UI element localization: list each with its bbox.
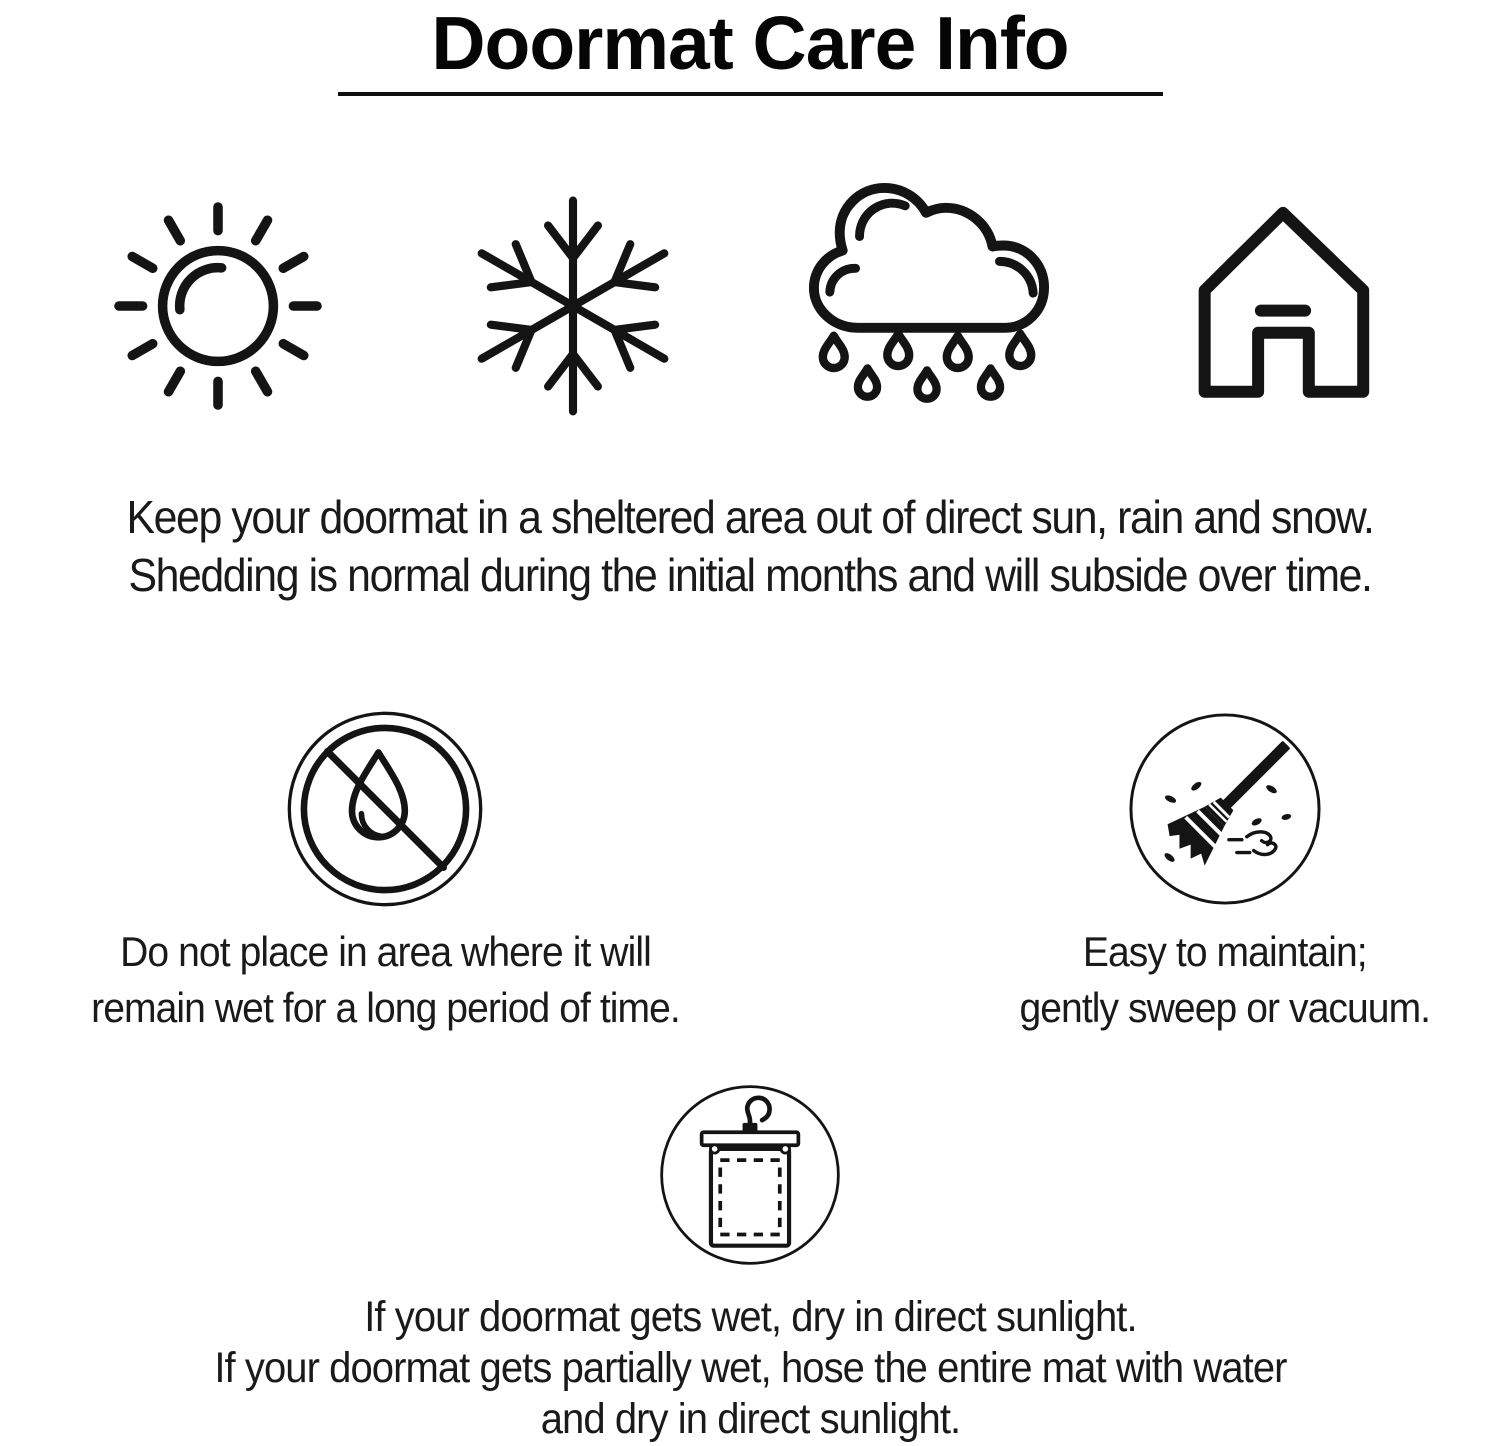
intro-line-2: Shedding is normal during the initial months and will subside over time. (128, 549, 1372, 601)
care-tips-row (0, 710, 1500, 1036)
weather-icons-row (0, 166, 1500, 446)
care-tip-no-water (35, 710, 735, 1036)
intro-line-1: Keep your doormat in a sheltered area out of direct sun, rain and snow. (126, 491, 1374, 543)
drying-caption-line: If your doormat gets wet, dry in direct sunlight. (363, 1293, 1137, 1341)
no-water-icon (286, 710, 484, 908)
snowflake-icon (458, 191, 688, 421)
rain-cloud-icon (804, 177, 1052, 435)
weather-icon-cell (800, 177, 1055, 435)
sun-icon (109, 197, 327, 415)
care-caption-line: Easy to maintain; (1083, 928, 1367, 975)
broom-sweep-icon (1126, 710, 1324, 908)
care-caption-line: Do not place in area where it will (119, 928, 651, 975)
page-title: Doormat Care Info (431, 1, 1069, 85)
title-underline (338, 92, 1163, 96)
care-tip-sweep (960, 710, 1490, 1036)
care-caption-sweep (1004, 924, 1446, 1036)
drying-caption-line: If your doormat gets partially wet, hose the entire mat with water (213, 1344, 1287, 1392)
care-caption-line: remain wet for a long period of time. (90, 984, 680, 1031)
weather-icon-cell (90, 197, 345, 415)
drying-caption-line: and dry in direct sunlight. (540, 1395, 960, 1443)
house-icon (1177, 200, 1389, 412)
hanging-mat-icon (657, 1082, 843, 1268)
weather-icon-cell (1155, 200, 1410, 412)
intro-paragraph (0, 488, 1500, 604)
weather-icon-cell (445, 191, 700, 421)
care-caption-no-water (69, 924, 702, 1036)
drying-caption (174, 1292, 1327, 1445)
drying-tip (0, 1082, 1500, 1445)
care-caption-line: gently sweep or vacuum. (1019, 984, 1431, 1031)
